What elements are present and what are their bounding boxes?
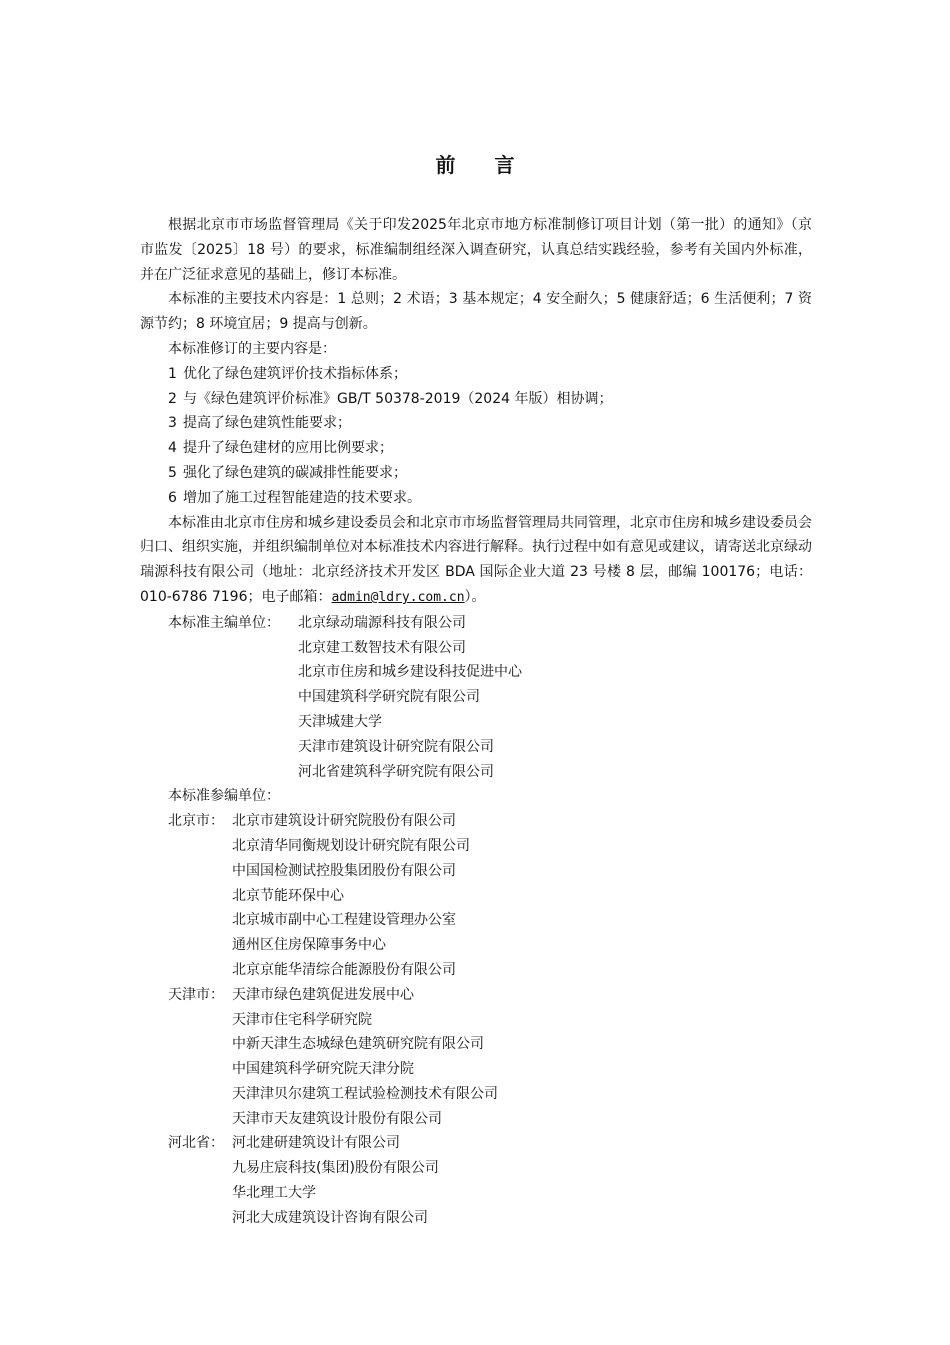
region-label: 天津市：	[168, 986, 224, 1003]
participating-unit: 中国国检测试控股集团股份有限公司	[232, 862, 456, 879]
chief-editor-units	[140, 611, 812, 785]
region-hebei	[140, 1131, 812, 1230]
chief-unit: 本标准主编单位： 北京绿动瑞源科技有限公司	[140, 611, 812, 636]
chief-unit: 河北省建筑科学研究院有限公司	[298, 763, 494, 780]
participating-unit: 河北省： 河北建研建筑设计有限公司	[140, 1131, 812, 1156]
participating-unit: 北京节能环保中心	[232, 887, 344, 904]
participating-unit: 天津津贝尔建筑工程试验检测技术有限公司	[232, 1085, 498, 1102]
participating-unit: 通州区住房保障事务中心	[232, 937, 386, 954]
participating-unit: 北京清华同衡规划设计研究院有限公司	[232, 837, 470, 854]
intro-paragraph: 根据北京市市场监督管理局《关于印发2025年北京市地方标准制修订项目计划（第一批）的通知》（京市监发〔2025〕18 号）的要求，标准编制组经深入调查研究，认真总结实践经验，参考有关国内外标准，并在广泛征求意见的基础上，修订本标准。	[140, 217, 812, 283]
page-title: 前 言	[435, 153, 531, 177]
participating-unit: 华北理工大学	[232, 1185, 316, 1202]
participating-unit: 河北大成建筑设计咨询有限公司	[232, 1209, 428, 1226]
participating-unit: 北京城市副中心工程建设管理办公室	[232, 912, 456, 929]
region-label: 北京市：	[168, 813, 224, 830]
email-link[interactable]: admin@ldry.com.cn	[331, 589, 465, 605]
revision-item: 6 增加了施工过程智能建造的技术要求。	[168, 489, 421, 506]
chief-unit: 北京市住房和城乡建设科技促进中心	[298, 664, 522, 681]
participating-label: 本标准参编单位：	[168, 788, 280, 805]
revision-item: 3 提高了绿色建筑性能要求；	[168, 415, 351, 432]
preface-body	[140, 213, 812, 1231]
participating-unit: 天津市： 天津市绿色建筑促进发展中心	[140, 983, 812, 1008]
region-beijing	[140, 809, 812, 983]
revision-heading: 本标准修订的主要内容是：	[168, 340, 336, 357]
participating-unit: 九易庄宸科技(集团)股份有限公司	[232, 1160, 439, 1177]
chief-unit: 北京建工数智技术有限公司	[298, 639, 466, 656]
revision-item: 1 优化了绿色建筑评价技术指标体系；	[168, 365, 407, 382]
participating-unit: 中新天津生态城绿色建筑研究院有限公司	[232, 1036, 484, 1053]
management-paragraph: 本标准由北京市住房和城乡建设委员会和北京市市场监督管理局共同管理，北京市住房和城乡建设委员会归口、组织实施，并组织编制单位对本标准技术内容进行解释。执行过程中如有意见或建议，请寄送北京绿动瑞源科技有限公司（地址：北京经济技术开发区 BDA 国际企业大道 23 号楼 8 层，邮编 100176；电话：010-6786 7196；电子邮箱：admin@ldry.com.cn）。	[140, 514, 812, 605]
revision-list	[140, 362, 812, 511]
revision-item: 4 提升了绿色建材的应用比例要求；	[168, 440, 393, 457]
revision-item: 5 强化了绿色建筑的碳减排性能要求；	[168, 464, 407, 481]
chief-unit: 天津城建大学	[298, 713, 382, 730]
chief-label: 本标准主编单位：	[168, 614, 280, 631]
participating-unit: 北京市： 北京市建筑设计研究院股份有限公司	[140, 809, 812, 834]
participating-unit: 天津市住宅科学研究院	[232, 1011, 372, 1028]
participating-unit: 中国建筑科学研究院天津分院	[232, 1061, 414, 1078]
chief-unit: 中国建筑科学研究院有限公司	[298, 689, 480, 706]
revision-item: 2 与《绿色建筑评价标准》GB/T 50378-2019（2024 年版）相协调；	[168, 390, 613, 407]
main-content-paragraph: 本标准的主要技术内容是：1 总则；2 术语；3 基本规定；4 安全耐久；5 健康舒适；6 生活便利；7 资源节约；8 环境宜居；9 提高与创新。	[140, 291, 812, 333]
region-tianjin	[140, 983, 812, 1132]
participating-unit: 天津市天友建筑设计股份有限公司	[232, 1110, 442, 1127]
chief-unit: 天津市建筑设计研究院有限公司	[298, 738, 494, 755]
participating-unit: 北京京能华清综合能源股份有限公司	[232, 961, 456, 978]
region-label: 河北省：	[168, 1135, 224, 1152]
